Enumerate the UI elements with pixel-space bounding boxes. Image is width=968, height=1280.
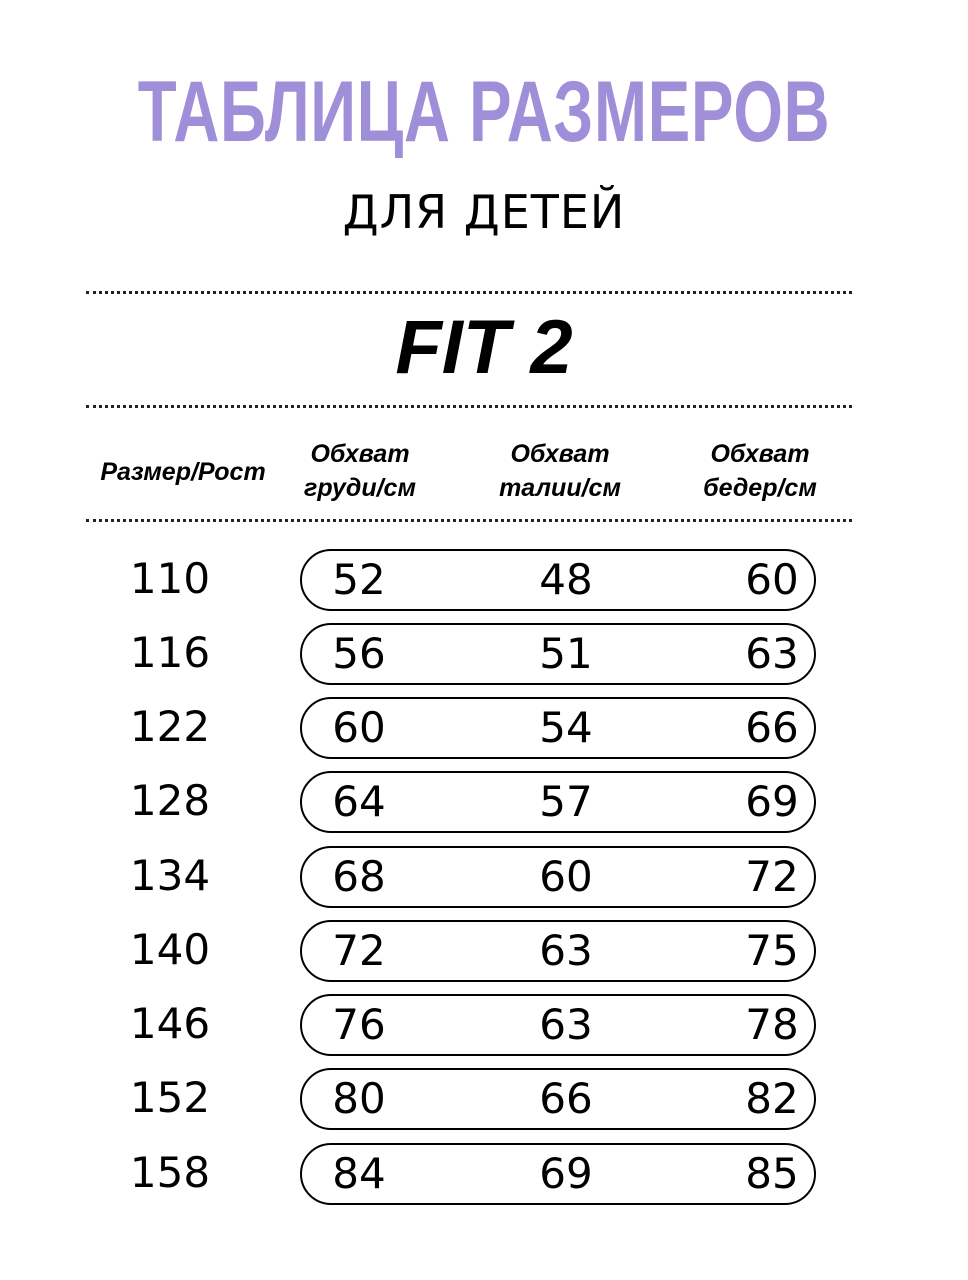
divider-middle xyxy=(86,405,852,408)
measurement-pill xyxy=(300,920,816,982)
size-value: 122 xyxy=(129,702,211,751)
waist-value: 57 xyxy=(539,777,593,826)
measurement-pill xyxy=(300,994,816,1056)
chest-value: 84 xyxy=(332,1149,386,1198)
chest-value: 76 xyxy=(332,1000,386,1049)
column-header-hips-line2: бедер/см xyxy=(703,474,817,502)
measurement-pill xyxy=(300,623,816,685)
size-value: 158 xyxy=(129,1148,211,1197)
page-title: ТАБЛИЦА РАЗМЕРОВ xyxy=(137,64,831,160)
divider-top xyxy=(86,291,852,294)
hips-value: 72 xyxy=(745,852,799,901)
column-header-chest xyxy=(280,437,440,505)
chest-value: 68 xyxy=(332,852,386,901)
hips-value: 78 xyxy=(745,1000,799,1049)
size-value: 134 xyxy=(129,851,211,900)
chest-value: 64 xyxy=(332,777,386,826)
waist-value: 69 xyxy=(539,1149,593,1198)
waist-value: 48 xyxy=(539,555,593,604)
hips-value: 66 xyxy=(745,703,799,752)
hips-value: 75 xyxy=(745,926,799,975)
chest-value: 56 xyxy=(332,629,386,678)
waist-value: 54 xyxy=(539,703,593,752)
hips-value: 85 xyxy=(745,1149,799,1198)
waist-value: 63 xyxy=(539,1000,593,1049)
column-header-hips-line1: Обхват xyxy=(710,440,810,468)
measurement-pill xyxy=(300,1143,816,1205)
column-header-chest-line1: Обхват xyxy=(310,440,410,468)
hips-value: 82 xyxy=(745,1074,799,1123)
page-subtitle: ДЛЯ ДЕТЕЙ xyxy=(342,185,626,239)
fit-label: FIT 2 xyxy=(395,305,573,390)
measurement-pill xyxy=(300,846,816,908)
size-value: 140 xyxy=(129,925,211,974)
column-header-waist-line2: талии/см xyxy=(499,474,621,502)
measurement-pill xyxy=(300,549,816,611)
chest-value: 72 xyxy=(332,926,386,975)
chest-value: 80 xyxy=(332,1074,386,1123)
column-header-chest-line2: груди/см xyxy=(304,474,416,502)
waist-value: 51 xyxy=(539,629,593,678)
column-header-size xyxy=(88,455,278,489)
column-header-hips xyxy=(680,437,840,505)
column-header-size-label: Размер/Рост xyxy=(100,458,266,486)
size-value: 116 xyxy=(129,628,211,677)
hips-value: 69 xyxy=(745,777,799,826)
hips-value: 63 xyxy=(745,629,799,678)
hips-value: 60 xyxy=(745,555,799,604)
measurement-pill xyxy=(300,1068,816,1130)
measurement-pill xyxy=(300,697,816,759)
waist-value: 60 xyxy=(539,852,593,901)
divider-header xyxy=(86,519,852,522)
waist-value: 66 xyxy=(539,1074,593,1123)
chest-value: 52 xyxy=(332,555,386,604)
size-value: 110 xyxy=(129,554,211,603)
waist-value: 63 xyxy=(539,926,593,975)
measurement-pill xyxy=(300,771,816,833)
size-value: 152 xyxy=(129,1073,211,1122)
column-header-waist xyxy=(480,437,640,505)
column-header-waist-line1: Обхват xyxy=(510,440,610,468)
chest-value: 60 xyxy=(332,703,386,752)
size-value: 146 xyxy=(129,999,211,1048)
size-value: 128 xyxy=(129,776,211,825)
